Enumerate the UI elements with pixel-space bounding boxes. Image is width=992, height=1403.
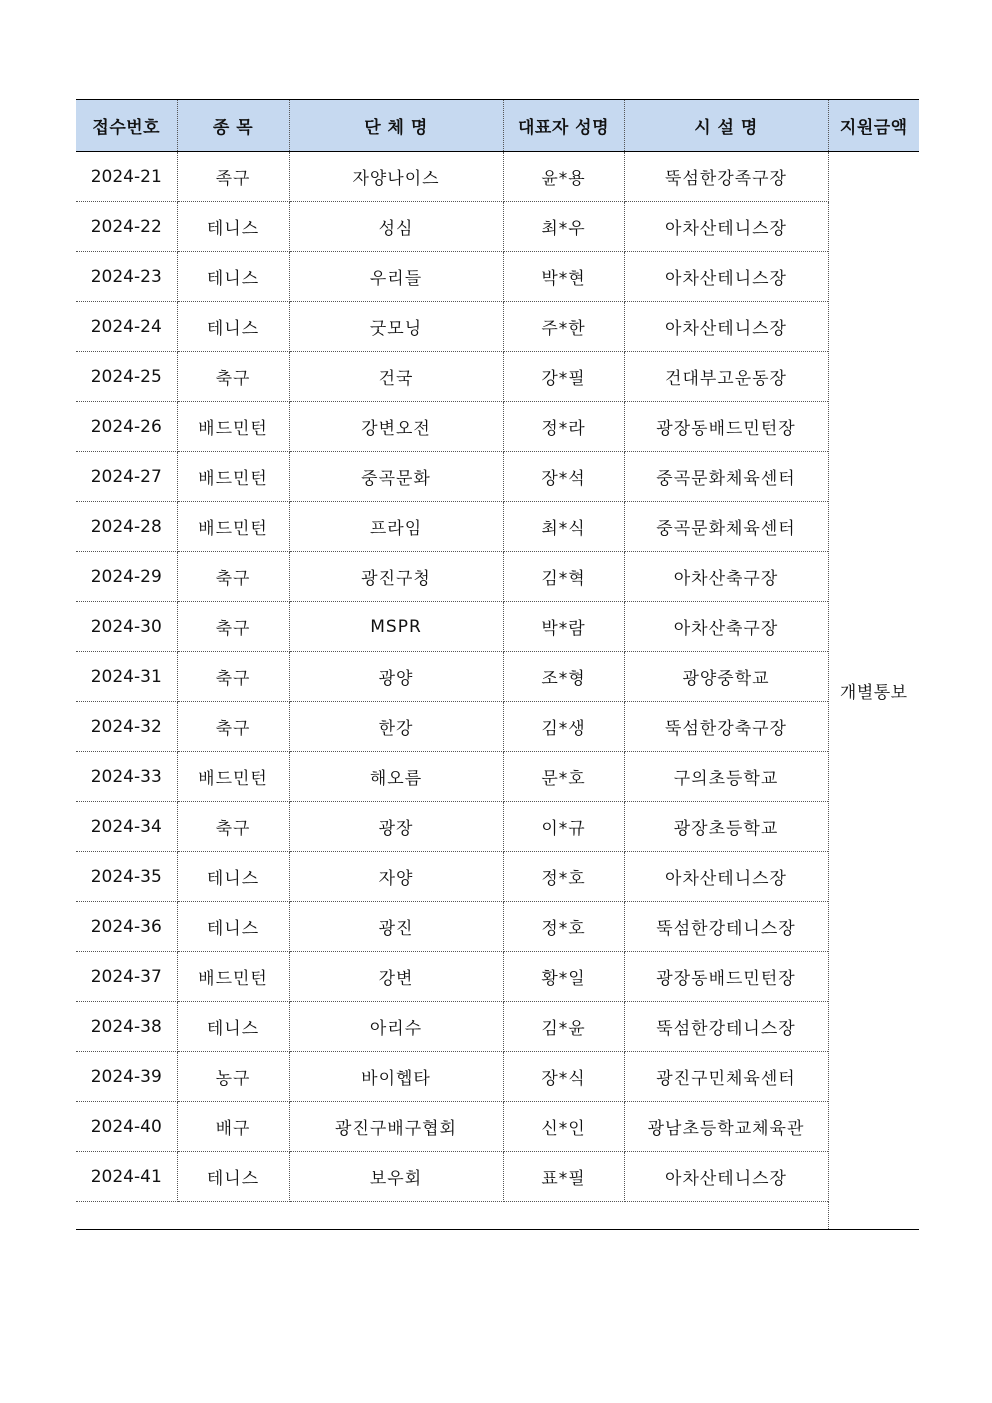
table-row [76,202,919,252]
table-row [76,702,919,752]
cell-receipt-number: 2024-38 [76,1002,177,1052]
cell-representative: 최*식 [503,502,624,552]
cell-receipt-number: 2024-36 [76,902,177,952]
table-row [76,952,919,1002]
cell-representative: 박*람 [503,602,624,652]
cell-sport: 축구 [177,602,289,652]
cell-receipt-number: 2024-33 [76,752,177,802]
cell-group-name: 강변 [289,952,503,1002]
cell-facility: 광남초등학교체육관 [624,1102,828,1152]
table-header-row [76,100,919,152]
cell-receipt-number: 2024-29 [76,552,177,602]
cell-facility: 아차산테니스장 [624,252,828,302]
header-support-amount: 지원금액 [828,100,919,152]
cell-receipt-number: 2024-39 [76,1052,177,1102]
cell-receipt-number: 2024-25 [76,352,177,402]
table-row [76,152,919,202]
cell-facility: 중곡문화체육센터 [624,502,828,552]
cell-facility: 아차산테니스장 [624,202,828,252]
table-row [76,402,919,452]
header-representative: 대표자 성명 [503,100,624,152]
cell-representative: 윤*용 [503,152,624,202]
cell-sport: 배드민턴 [177,502,289,552]
cell-group-name: 강변오전 [289,402,503,452]
cell-representative: 정*호 [503,902,624,952]
cell-representative: 정*호 [503,852,624,902]
header-receipt-number: 접수번호 [76,100,177,152]
cell-facility: 광진구민체육센터 [624,1052,828,1102]
cell-representative: 황*일 [503,952,624,1002]
header-facility: 시 설 명 [624,100,828,152]
cell-group-name: 아리수 [289,1002,503,1052]
cell-group-name: 광진구배구협회 [289,1102,503,1152]
cell-group-name: 한강 [289,702,503,752]
table-row [76,1152,919,1202]
cell-facility: 뚝섬한강축구장 [624,702,828,752]
cell-receipt-number: 2024-26 [76,402,177,452]
table-body [76,152,919,1230]
table-row [76,1002,919,1052]
cell-facility: 아차산축구장 [624,602,828,652]
table-row [76,1102,919,1152]
cell-group-name: 자양나이스 [289,152,503,202]
cell-representative: 장*식 [503,1052,624,1102]
cell-sport: 축구 [177,802,289,852]
cell-facility: 광장동배드민턴장 [624,402,828,452]
cell-representative: 조*형 [503,652,624,702]
cell-receipt-number: 2024-23 [76,252,177,302]
cell-sport: 테니스 [177,252,289,302]
table-row [76,552,919,602]
cell-representative: 신*인 [503,1102,624,1152]
cell-facility: 아차산테니스장 [624,852,828,902]
cell-group-name: 해오름 [289,752,503,802]
cell-receipt-number: 2024-31 [76,652,177,702]
cell-representative: 표*필 [503,1152,624,1202]
cell-sport: 테니스 [177,902,289,952]
cell-sport: 테니스 [177,1002,289,1052]
cell-representative: 최*우 [503,202,624,252]
table-row [76,902,919,952]
cell-facility: 아차산테니스장 [624,302,828,352]
cell-receipt-number: 2024-34 [76,802,177,852]
cell-facility: 뚝섬한강테니스장 [624,1002,828,1052]
table-row [76,852,919,902]
cell-representative: 강*필 [503,352,624,402]
blank-cell [76,1202,828,1230]
header-sport: 종 목 [177,100,289,152]
cell-facility: 광장초등학교 [624,802,828,852]
cell-facility: 건대부고운동장 [624,352,828,402]
cell-receipt-number: 2024-40 [76,1102,177,1152]
cell-group-name: 광진 [289,902,503,952]
cell-group-name: 광양 [289,652,503,702]
cell-group-name: 건국 [289,352,503,402]
table-footer-row [76,1202,919,1230]
cell-receipt-number: 2024-41 [76,1152,177,1202]
cell-group-name: 보우회 [289,1152,503,1202]
cell-representative: 문*호 [503,752,624,802]
cell-sport: 테니스 [177,852,289,902]
cell-sport: 축구 [177,552,289,602]
cell-facility: 아차산축구장 [624,552,828,602]
cell-group-name: 자양 [289,852,503,902]
cell-group-name: 성심 [289,202,503,252]
table-row [76,802,919,852]
cell-sport: 테니스 [177,202,289,252]
table-row [76,752,919,802]
cell-receipt-number: 2024-28 [76,502,177,552]
cell-representative: 장*석 [503,452,624,502]
cell-receipt-number: 2024-24 [76,302,177,352]
cell-facility: 아차산테니스장 [624,1152,828,1202]
support-recipients-table [76,99,919,1230]
table-row [76,352,919,402]
cell-group-name: 중곡문화 [289,452,503,502]
cell-group-name: 굿모닝 [289,302,503,352]
cell-sport: 배드민턴 [177,452,289,502]
table-row [76,1052,919,1102]
cell-receipt-number: 2024-37 [76,952,177,1002]
cell-group-name: MSPR [289,602,503,652]
cell-representative: 주*한 [503,302,624,352]
table-row [76,452,919,502]
cell-group-name: 바이헵타 [289,1052,503,1102]
table-row [76,652,919,702]
cell-group-name: 광장 [289,802,503,852]
cell-representative: 김*혁 [503,552,624,602]
cell-facility: 구의초등학교 [624,752,828,802]
table-row [76,602,919,652]
cell-facility: 광장동배드민턴장 [624,952,828,1002]
cell-receipt-number: 2024-30 [76,602,177,652]
cell-facility: 광양중학교 [624,652,828,702]
cell-receipt-number: 2024-35 [76,852,177,902]
cell-sport: 배드민턴 [177,402,289,452]
cell-sport: 배드민턴 [177,952,289,1002]
cell-sport: 테니스 [177,302,289,352]
cell-representative: 김*생 [503,702,624,752]
cell-facility: 뚝섬한강족구장 [624,152,828,202]
table-row [76,252,919,302]
table-row [76,302,919,352]
cell-representative: 이*규 [503,802,624,852]
cell-sport: 축구 [177,652,289,702]
cell-sport: 배구 [177,1102,289,1152]
cell-sport: 축구 [177,702,289,752]
cell-facility: 중곡문화체육센터 [624,452,828,502]
cell-sport: 테니스 [177,1152,289,1202]
cell-representative: 김*윤 [503,1002,624,1052]
cell-facility: 뚝섬한강테니스장 [624,902,828,952]
cell-support-amount: 개별통보 [828,152,919,1230]
cell-receipt-number: 2024-22 [76,202,177,252]
cell-receipt-number: 2024-32 [76,702,177,752]
table-row [76,502,919,552]
cell-sport: 족구 [177,152,289,202]
cell-representative: 박*현 [503,252,624,302]
cell-sport: 배드민턴 [177,752,289,802]
cell-representative: 정*라 [503,402,624,452]
cell-group-name: 광진구청 [289,552,503,602]
cell-sport: 축구 [177,352,289,402]
header-group-name: 단 체 명 [289,100,503,152]
cell-group-name: 우리들 [289,252,503,302]
cell-receipt-number: 2024-21 [76,152,177,202]
cell-group-name: 프라임 [289,502,503,552]
cell-receipt-number: 2024-27 [76,452,177,502]
cell-sport: 농구 [177,1052,289,1102]
